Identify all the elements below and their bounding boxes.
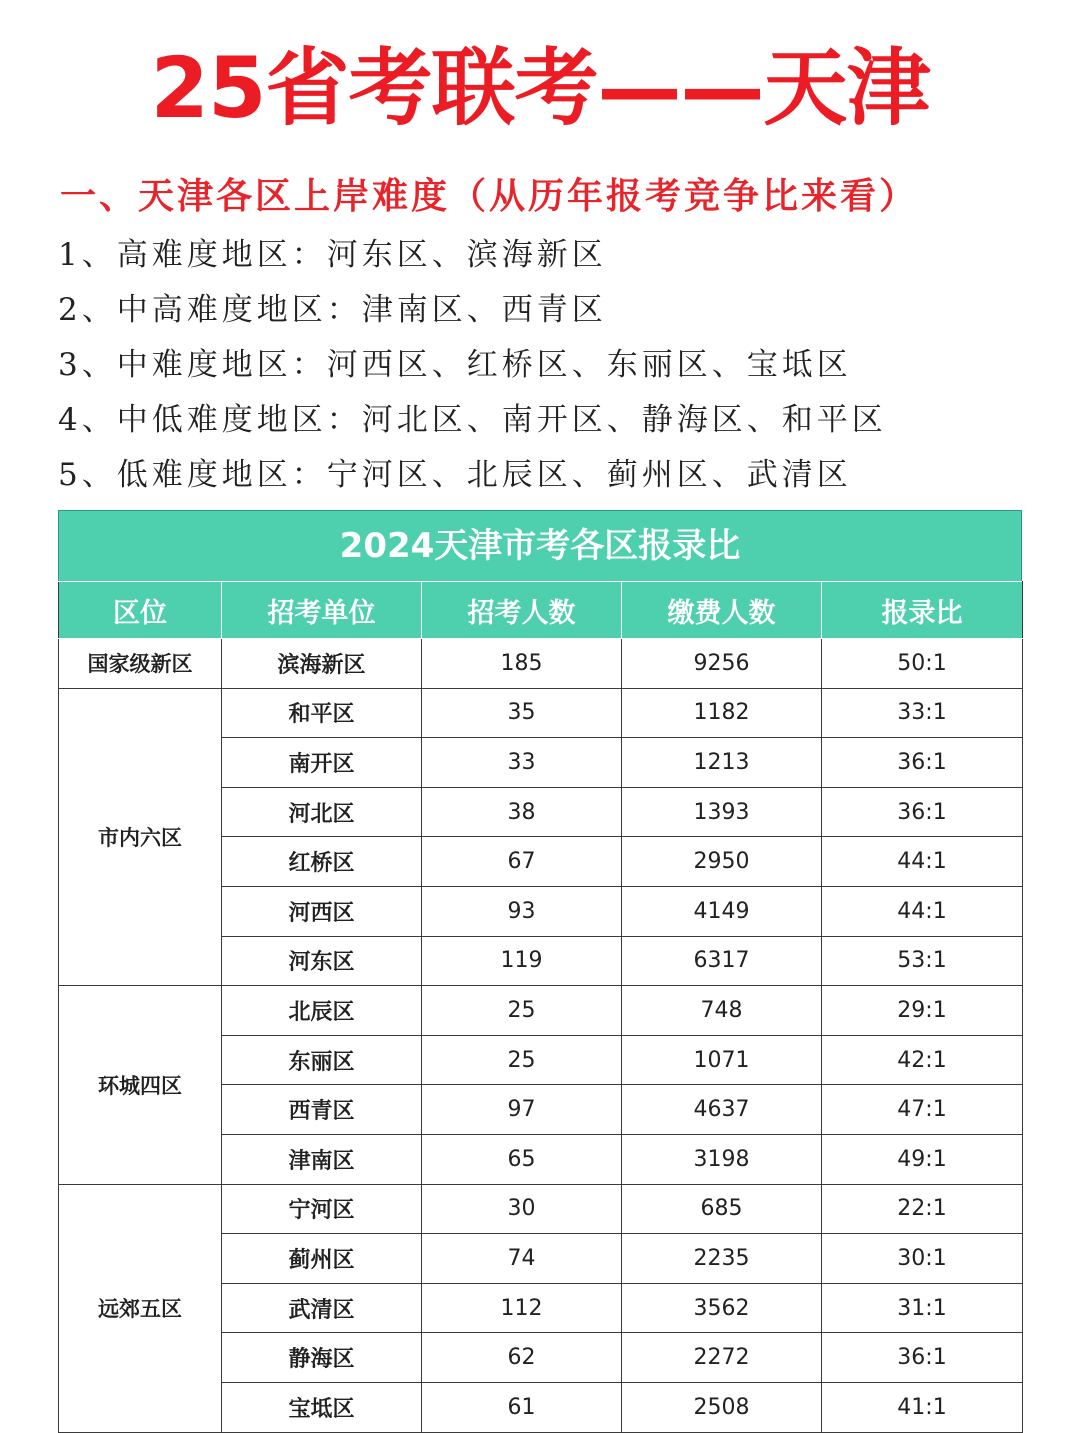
ratio-cell: 31:1 bbox=[822, 1283, 1023, 1333]
unit-cell: 津南区 bbox=[222, 1134, 422, 1184]
difficulty-list bbox=[58, 228, 887, 503]
recruit-cell: 97 bbox=[422, 1085, 622, 1135]
zone-cell: 远郊五区 bbox=[59, 1184, 222, 1432]
paid-cell: 3198 bbox=[622, 1134, 822, 1184]
zone-cell: 国家级新区 bbox=[59, 639, 222, 689]
paid-cell: 2235 bbox=[622, 1234, 822, 1284]
ratio-table-container bbox=[58, 510, 1022, 1433]
recruit-cell: 33 bbox=[422, 738, 622, 788]
header-ratio: 报录比 bbox=[822, 582, 1023, 639]
unit-cell: 蓟州区 bbox=[222, 1234, 422, 1284]
ratio-cell: 36:1 bbox=[822, 787, 1023, 837]
table-row bbox=[59, 688, 1023, 738]
difficulty-level-4: 4、中低难度地区：河北区、南开区、静海区、和平区 bbox=[58, 402, 887, 438]
ratio-cell: 49:1 bbox=[822, 1134, 1023, 1184]
unit-cell: 西青区 bbox=[222, 1085, 422, 1135]
unit-cell: 宁河区 bbox=[222, 1184, 422, 1234]
unit-cell: 河北区 bbox=[222, 787, 422, 837]
recruit-cell: 119 bbox=[422, 936, 622, 986]
difficulty-level-1: 1、高难度地区：河东区、滨海新区 bbox=[58, 237, 607, 273]
recruit-cell: 185 bbox=[422, 639, 622, 689]
ratio-cell: 44:1 bbox=[822, 837, 1023, 887]
ratio-cell: 22:1 bbox=[822, 1184, 1023, 1234]
header-zone: 区位 bbox=[59, 582, 222, 639]
ratio-cell: 47:1 bbox=[822, 1085, 1023, 1135]
recruit-cell: 30 bbox=[422, 1184, 622, 1234]
paid-cell: 6317 bbox=[622, 936, 822, 986]
recruit-cell: 74 bbox=[422, 1234, 622, 1284]
paid-cell: 1182 bbox=[622, 688, 822, 738]
paid-cell: 2950 bbox=[622, 837, 822, 887]
paid-cell: 3562 bbox=[622, 1283, 822, 1333]
difficulty-level-3: 3、中难度地区：河西区、红桥区、东丽区、宝坻区 bbox=[58, 347, 852, 383]
unit-cell: 南开区 bbox=[222, 738, 422, 788]
recruit-cell: 35 bbox=[422, 688, 622, 738]
table-body bbox=[59, 639, 1023, 1433]
section-heading: 一、天津各区上岸难度（从历年报考竞争比来看） bbox=[60, 175, 919, 217]
paid-cell: 1393 bbox=[622, 787, 822, 837]
unit-cell: 武清区 bbox=[222, 1283, 422, 1333]
difficulty-level-5: 5、低难度地区：宁河区、北辰区、蓟州区、武清区 bbox=[58, 457, 852, 493]
header-unit: 招考单位 bbox=[222, 582, 422, 639]
ratio-cell: 44:1 bbox=[822, 886, 1023, 936]
ratio-cell: 42:1 bbox=[822, 1035, 1023, 1085]
ratio-table bbox=[58, 581, 1023, 1433]
recruit-cell: 61 bbox=[422, 1382, 622, 1432]
recruit-cell: 93 bbox=[422, 886, 622, 936]
ratio-cell: 53:1 bbox=[822, 936, 1023, 986]
paid-cell: 748 bbox=[622, 986, 822, 1036]
ratio-cell: 30:1 bbox=[822, 1234, 1023, 1284]
recruit-cell: 38 bbox=[422, 787, 622, 837]
ratio-cell: 36:1 bbox=[822, 738, 1023, 788]
recruit-cell: 25 bbox=[422, 1035, 622, 1085]
table-header-row bbox=[59, 582, 1023, 639]
difficulty-level-2: 2、中高难度地区：津南区、西青区 bbox=[58, 292, 607, 328]
paid-cell: 2272 bbox=[622, 1333, 822, 1383]
recruit-cell: 67 bbox=[422, 837, 622, 887]
paid-cell: 1071 bbox=[622, 1035, 822, 1085]
unit-cell: 北辰区 bbox=[222, 986, 422, 1036]
table-title: 2024天津市考各区报录比 bbox=[58, 510, 1022, 581]
recruit-cell: 62 bbox=[422, 1333, 622, 1383]
zone-cell: 市内六区 bbox=[59, 688, 222, 986]
table-row bbox=[59, 986, 1023, 1036]
unit-cell: 静海区 bbox=[222, 1333, 422, 1383]
header-recruit: 招考人数 bbox=[422, 582, 622, 639]
unit-cell: 东丽区 bbox=[222, 1035, 422, 1085]
recruit-cell: 65 bbox=[422, 1134, 622, 1184]
paid-cell: 4149 bbox=[622, 886, 822, 936]
paid-cell: 2508 bbox=[622, 1382, 822, 1432]
unit-cell: 河西区 bbox=[222, 886, 422, 936]
ratio-cell: 36:1 bbox=[822, 1333, 1023, 1383]
unit-cell: 河东区 bbox=[222, 936, 422, 986]
paid-cell: 4637 bbox=[622, 1085, 822, 1135]
unit-cell: 红桥区 bbox=[222, 837, 422, 887]
unit-cell: 滨海新区 bbox=[222, 639, 422, 689]
unit-cell: 宝坻区 bbox=[222, 1382, 422, 1432]
ratio-cell: 29:1 bbox=[822, 986, 1023, 1036]
paid-cell: 685 bbox=[622, 1184, 822, 1234]
ratio-cell: 50:1 bbox=[822, 639, 1023, 689]
ratio-cell: 41:1 bbox=[822, 1382, 1023, 1432]
recruit-cell: 25 bbox=[422, 986, 622, 1036]
table-row bbox=[59, 1184, 1023, 1234]
ratio-cell: 33:1 bbox=[822, 688, 1023, 738]
unit-cell: 和平区 bbox=[222, 688, 422, 738]
header-paid: 缴费人数 bbox=[622, 582, 822, 639]
table-row bbox=[59, 639, 1023, 689]
page-title: 25省考联考——天津 bbox=[150, 39, 930, 137]
recruit-cell: 112 bbox=[422, 1283, 622, 1333]
zone-cell: 环城四区 bbox=[59, 986, 222, 1184]
paid-cell: 1213 bbox=[622, 738, 822, 788]
paid-cell: 9256 bbox=[622, 639, 822, 689]
